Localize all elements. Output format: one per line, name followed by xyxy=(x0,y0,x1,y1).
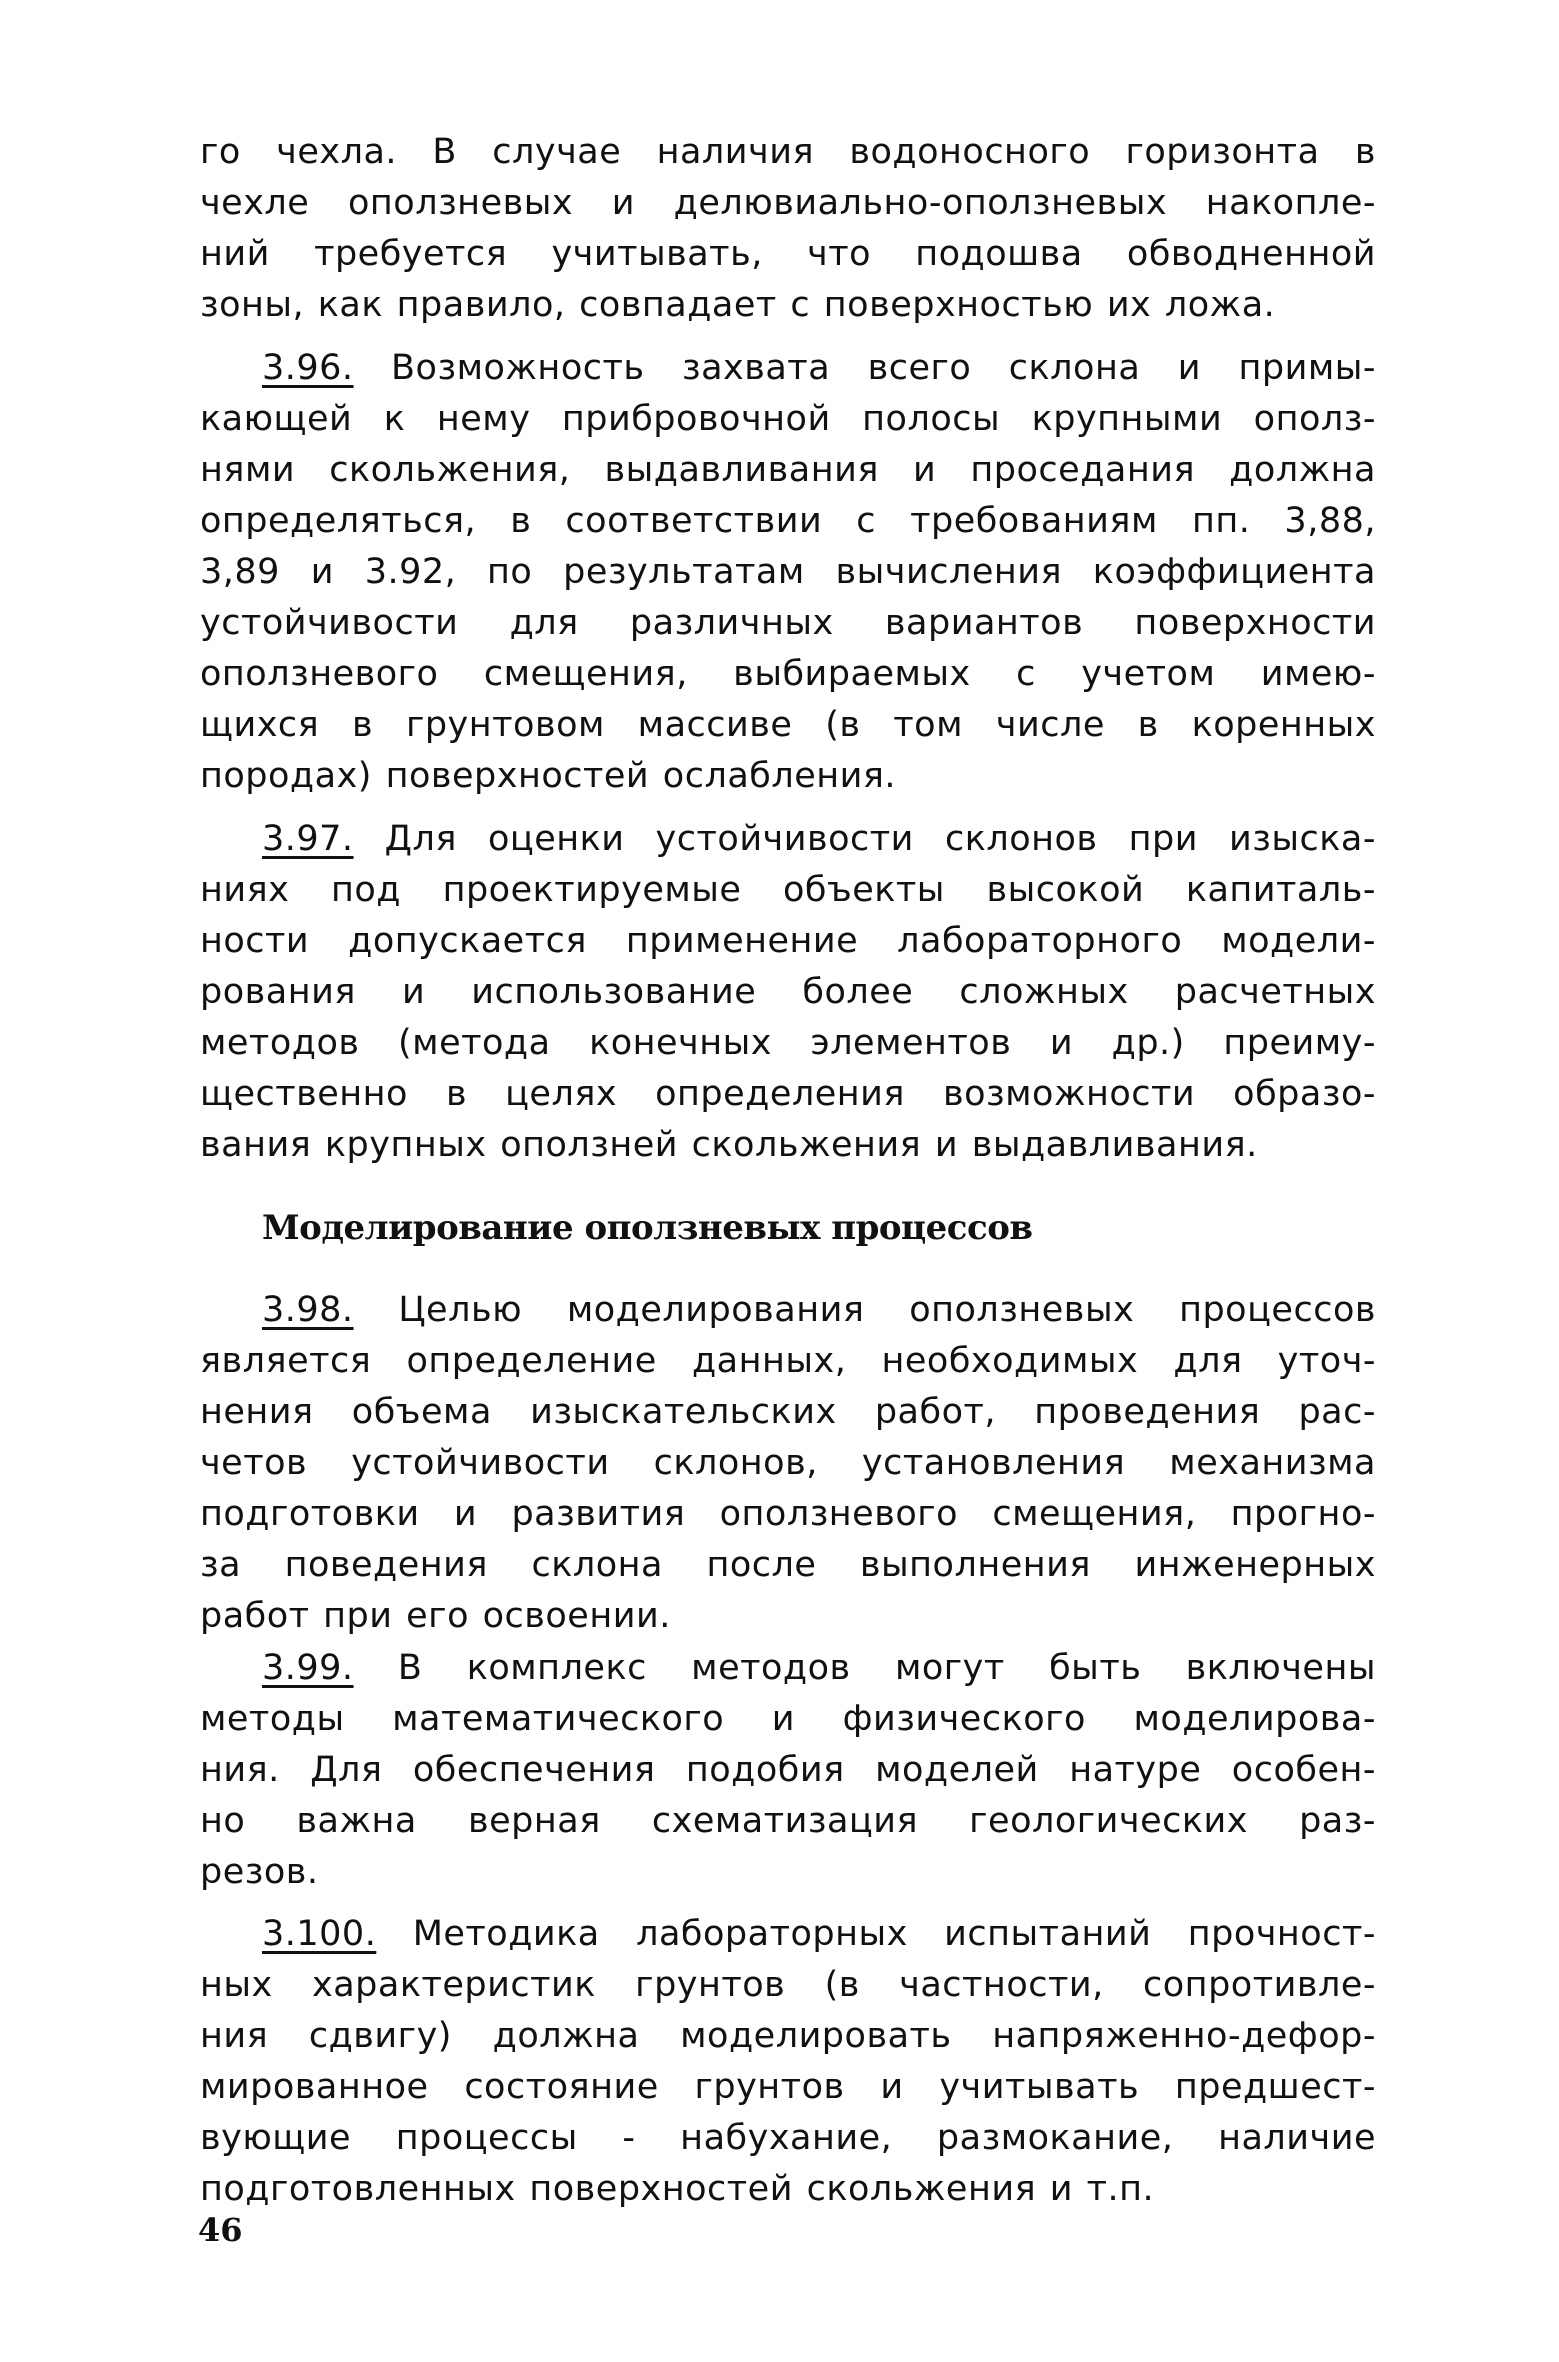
text-line: является определение данных, необходимых для уточ- xyxy=(200,1341,1376,1381)
text-line: ниях под проектируемые объекты высокой капиталь- xyxy=(200,870,1376,910)
text-line: подготовленных поверхностей скольжения и т.п. xyxy=(200,2169,1155,2209)
clause-3-96-first-line xyxy=(262,343,1376,393)
clause-text: Целью моделирования оползневых процессов xyxy=(398,1290,1376,1330)
text-line: вания крупных оползней скольжения и выдавливания. xyxy=(200,1125,1258,1165)
text-line: ния. Для обеспечения подобия моделей натуре особен- xyxy=(200,1750,1376,1790)
text-line: устойчивости для различных вариантов поверхности xyxy=(200,603,1376,643)
text-line: мированное состояние грунтов и учитывать предшест- xyxy=(200,2067,1376,2107)
clause-text: В комплекс методов могут быть включены xyxy=(397,1648,1376,1688)
text-line: щихся в грунтовом массиве (в том числе в коренных xyxy=(200,705,1376,745)
clause-3-97-first-line xyxy=(262,814,1376,864)
clause-text: Методика лабораторных испытаний прочност- xyxy=(412,1914,1376,1954)
text-line: оползневого смещения, выбираемых с учетом имею- xyxy=(200,654,1376,694)
text-line: нения объема изыскательских работ, проведения рас- xyxy=(200,1392,1376,1432)
text-line: щественно в целях определения возможности образо- xyxy=(200,1074,1376,1114)
text-line: определяться, в соответствии с требованиям пп. 3,88, xyxy=(200,501,1376,541)
text-line: методов (метода конечных элементов и др.) преиму- xyxy=(200,1023,1376,1063)
text-line: четов устойчивости склонов, установления механизма xyxy=(200,1443,1376,1483)
section-heading: Моделирование оползневых процессов xyxy=(262,1208,1033,1248)
clause-number: 3.98. xyxy=(262,1290,354,1330)
clause-number: 3.100. xyxy=(262,1914,377,1954)
clause-number: 3.96. xyxy=(262,348,354,388)
text-line: рования и использование более сложных расчетных xyxy=(200,972,1376,1012)
text-line: за поведения склона после выполнения инженерных xyxy=(200,1545,1376,1585)
text-line: кающей к нему прибровочной полосы крупными ополз- xyxy=(200,399,1376,439)
clause-text: Возможность захвата всего склона и примы- xyxy=(391,348,1376,388)
text-line: чехле оползневых и делювиально-оползневых накопле- xyxy=(200,183,1376,223)
text-line: го чехла. В случае наличия водоносного горизонта в xyxy=(200,132,1376,172)
text-line: ния сдвигу) должна моделировать напряженно-дефор- xyxy=(200,2016,1376,2056)
text-line: методы математического и физического моделирова- xyxy=(200,1699,1376,1739)
clause-3-99-first-line xyxy=(262,1643,1376,1693)
clause-number: 3.97. xyxy=(262,819,354,859)
text-line: работ при его освоении. xyxy=(200,1596,671,1636)
clause-3-98-first-line xyxy=(262,1285,1376,1335)
text-line: ных характеристик грунтов (в частности, сопротивле- xyxy=(200,1965,1376,2005)
text-line: но важна верная схематизация геологических раз- xyxy=(200,1801,1376,1841)
clause-text: Для оценки устойчивости склонов при изыска- xyxy=(384,819,1376,859)
clause-3-100-first-line xyxy=(262,1909,1376,1959)
text-line: резов. xyxy=(200,1852,319,1892)
text-line: вующие процессы - набухание, размокание, наличие xyxy=(200,2118,1376,2158)
text-line: породах) поверхностей ослабления. xyxy=(200,756,897,796)
page-number: 46 xyxy=(198,2211,243,2249)
text-line: подготовки и развития оползневого смещения, прогно- xyxy=(200,1494,1376,1534)
text-line: зоны, как правило, совпадает с поверхностью их ложа. xyxy=(200,285,1276,325)
text-line: нями скольжения, выдавливания и проседания должна xyxy=(200,450,1376,490)
clause-number: 3.99. xyxy=(262,1648,354,1688)
text-line: 3,89 и 3.92, по результатам вычисления коэффициента xyxy=(200,552,1376,592)
text-line: ний требуется учитывать, что подошва обводненной xyxy=(200,234,1376,274)
text-line: ности допускается применение лабораторного модели- xyxy=(200,921,1376,961)
